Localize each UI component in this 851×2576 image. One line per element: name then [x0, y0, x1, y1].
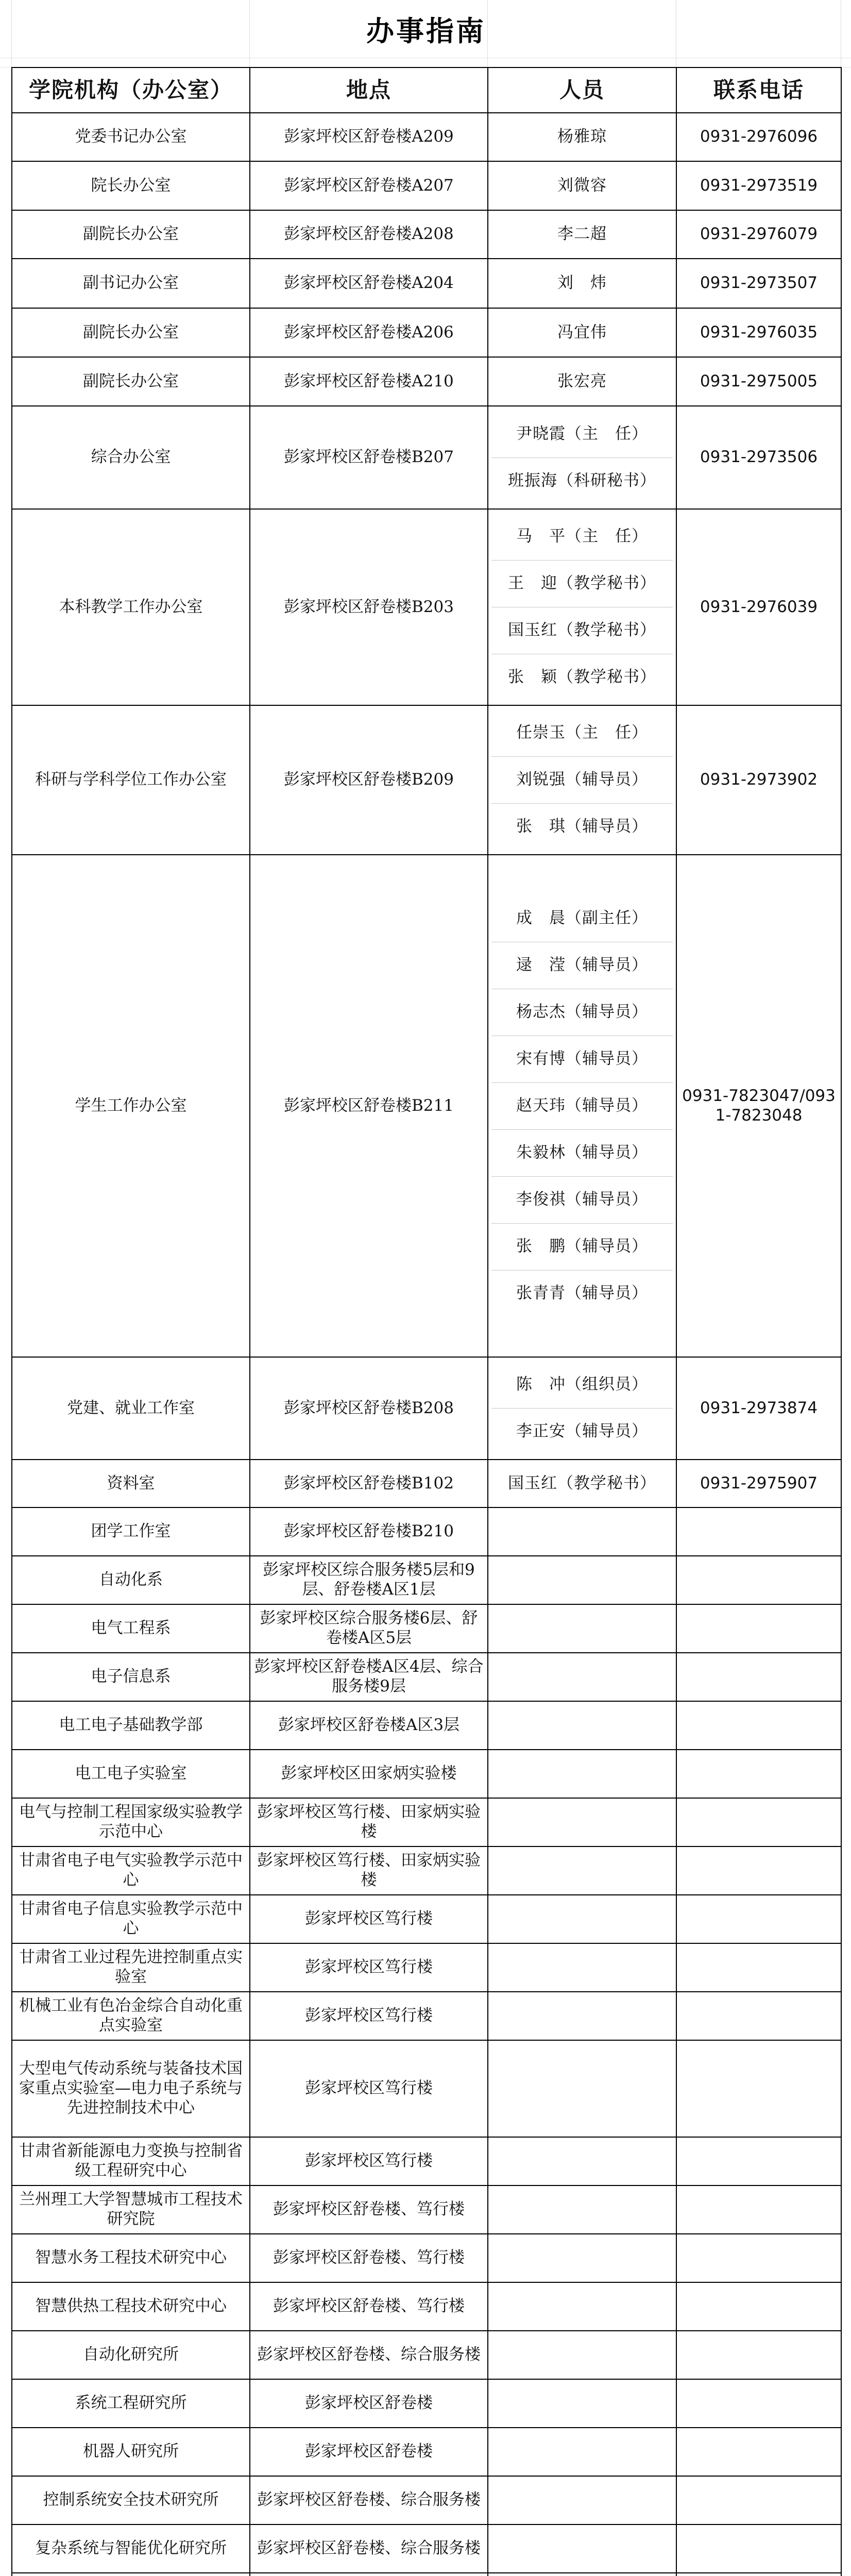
- staff-entry: 杨雅琼: [557, 127, 607, 146]
- phone-cell: 0931-2976039: [676, 509, 841, 705]
- staff-entry: 朱毅林（辅导员）: [491, 1130, 673, 1177]
- org-cell: 电气与控制工程国家级实验教学示范中心: [12, 1798, 250, 1846]
- location-cell: 彭家坪校区舒卷楼B209: [250, 705, 488, 855]
- org-cell: 团学工作室: [12, 1507, 250, 1556]
- org-cell: 自动化系: [12, 1556, 250, 1604]
- staff-cell: [488, 1943, 676, 1992]
- org-cell: 党建、就业工作室: [12, 1357, 250, 1460]
- org-cell: 智慧供热工程技术研究中心: [12, 2282, 250, 2331]
- phone-cell: 0931-2973519: [676, 161, 841, 210]
- table-row: [12, 161, 841, 210]
- location-cell: 彭家坪校区舒卷楼、笃行楼: [250, 2185, 488, 2234]
- table-row: [12, 855, 841, 1357]
- location-cell: 彭家坪校区舒卷楼A209: [250, 113, 488, 161]
- staff-cell: [488, 1701, 676, 1750]
- staff-cell: [488, 2573, 676, 2576]
- location-cell: 彭家坪校区舒卷楼B210: [250, 1507, 488, 1556]
- staff-cell: [488, 855, 676, 1357]
- org-cell: 机器人研究所: [12, 2428, 250, 2476]
- phone-cell: [676, 2379, 841, 2428]
- location-cell: 彭家坪校区田家炳实验楼: [250, 1750, 488, 1798]
- staff-cell: [488, 2234, 676, 2282]
- table-row: [12, 406, 841, 509]
- table-row: [12, 509, 841, 705]
- org-cell: 科研与学科学位工作办公室: [12, 705, 250, 855]
- location-cell: 彭家坪校区综合服务楼5层和9层、舒卷楼A区1层: [250, 1556, 488, 1604]
- staff-cell: [488, 161, 676, 210]
- directory-table: [11, 67, 842, 2576]
- org-cell: 甘肃省电子电气实验教学示范中心: [12, 1846, 250, 1895]
- phone-cell: [676, 2428, 841, 2476]
- location-cell: 彭家坪校区笃行楼: [250, 2040, 488, 2137]
- staff-cell: [488, 2524, 676, 2573]
- table-row: [12, 2282, 841, 2331]
- staff-entry: 宋有博（辅导员）: [491, 1036, 673, 1083]
- phone-cell: [676, 1846, 841, 1895]
- location-cell: 彭家坪校区笃行楼、田家炳实验楼: [250, 1846, 488, 1895]
- table-row: [12, 113, 841, 161]
- org-cell: 智慧水务工程技术研究中心: [12, 2234, 250, 2282]
- table-row: [12, 210, 841, 259]
- staff-entry: 陈 冲（组织员）: [491, 1362, 673, 1409]
- phone-cell: [676, 2282, 841, 2331]
- staff-entry: 国玉红（教学秘书）: [508, 1473, 656, 1493]
- staff-entry: 张宏亮: [557, 371, 607, 391]
- table-row: [12, 2476, 841, 2524]
- phone-cell: [676, 1798, 841, 1846]
- location-cell: 彭家坪校区舒卷楼B207: [250, 406, 488, 509]
- staff-cell: [488, 2379, 676, 2428]
- table-row: [12, 357, 841, 406]
- phone-cell: 0931-2975005: [676, 357, 841, 406]
- phone-cell: 0931-2973902: [676, 705, 841, 855]
- org-cell: 甘肃省工业过程先进控制重点实验室: [12, 1943, 250, 1992]
- location-cell: 彭家坪校区舒卷楼A207: [250, 161, 488, 210]
- staff-entry: 冯宜伟: [557, 323, 607, 342]
- location-cell: 彭家坪校区舒卷楼B203: [250, 509, 488, 705]
- location-cell: 彭家坪校区舒卷楼A区4层、综合服务楼9层: [250, 1653, 488, 1701]
- org-cell: 大型电气传动系统与装备技术国家重点实验室—电力电子系统与先进控制技术中心: [12, 2040, 250, 2137]
- phone-cell: [676, 1507, 841, 1556]
- table-row: [12, 1507, 841, 1556]
- phone-cell: [676, 1750, 841, 1798]
- staff-cell: [488, 2331, 676, 2379]
- org-cell: 控制系统安全技术研究所: [12, 2476, 250, 2524]
- column-header-staff: 人员: [488, 67, 676, 113]
- phone-cell: 0931-2975907: [676, 1460, 841, 1507]
- org-cell: 综合办公室: [12, 406, 250, 509]
- table-row: [12, 1701, 841, 1750]
- table-row: [12, 1460, 841, 1507]
- staff-entry: 张青青（辅导员）: [516, 1283, 648, 1302]
- phone-cell: [676, 1701, 841, 1750]
- column-header-location: 地点: [250, 67, 488, 113]
- phone-cell: [676, 1653, 841, 1701]
- staff-cell: [488, 1604, 676, 1653]
- location-cell: 彭家坪校区舒卷楼A区3层: [250, 1701, 488, 1750]
- table-row: [12, 2185, 841, 2234]
- location-cell: 彭家坪校区笃行楼: [250, 1895, 488, 1943]
- staff-cell: [488, 259, 676, 308]
- staff-cell: [488, 210, 676, 259]
- table-row: [12, 2331, 841, 2379]
- staff-entry: 班振海（科研秘书）: [508, 471, 656, 490]
- org-cell: 副院长办公室: [12, 210, 250, 259]
- staff-entry: 赵天玮（辅导员）: [491, 1083, 673, 1130]
- phone-cell: 0931-2973874: [676, 1357, 841, 1460]
- org-cell: 副书记办公室: [12, 259, 250, 308]
- phone-cell: 0931-2976096: [676, 113, 841, 161]
- page-title: 办事指南: [366, 14, 486, 47]
- table-row: [12, 1653, 841, 1701]
- location-cell: 彭家坪校区舒卷楼A204: [250, 259, 488, 308]
- location-cell: 彭家坪校区舒卷楼: [250, 2379, 488, 2428]
- table-row: [12, 1798, 841, 1846]
- staff-cell: [488, 1992, 676, 2040]
- location-cell: 彭家坪校区舒卷楼、笃行楼: [250, 2234, 488, 2282]
- phone-cell: [676, 1895, 841, 1943]
- org-cell: 本科教学工作办公室: [12, 509, 250, 705]
- table-row: [12, 1357, 841, 1460]
- staff-entry: 任崇玉（主 任）: [491, 710, 673, 757]
- table-row: [12, 2234, 841, 2282]
- location-cell: 彭家坪校区舒卷楼A208: [250, 210, 488, 259]
- org-cell: 电子信息系: [12, 1653, 250, 1701]
- location-cell: 彭家坪校区舒卷楼、综合服务楼: [250, 2476, 488, 2524]
- org-cell: 资料室: [12, 1460, 250, 1507]
- staff-entry: 王 迎（教学秘书）: [491, 561, 673, 607]
- org-cell: 院长办公室: [12, 161, 250, 210]
- staff-cell: [488, 2137, 676, 2185]
- org-cell: 党委书记办公室: [12, 113, 250, 161]
- org-cell: 电气工程系: [12, 1604, 250, 1653]
- staff-cell: [488, 1507, 676, 1556]
- phone-cell: [676, 1556, 841, 1604]
- staff-entry: 刘 炜: [557, 274, 607, 293]
- column-header-phone: 联系电话: [676, 67, 841, 113]
- table-row: [12, 308, 841, 357]
- staff-entry: 张 鹏（辅导员）: [491, 1224, 673, 1270]
- staff-entry: 李二超: [557, 225, 607, 244]
- staff-cell: [488, 1798, 676, 1846]
- staff-entry: 国玉红（教学秘书）: [491, 607, 673, 654]
- table-row: [12, 1846, 841, 1895]
- org-cell: 甘肃省电子信息实验教学示范中心: [12, 1895, 250, 1943]
- table-row: [12, 2524, 841, 2573]
- location-cell: 彭家坪校区笃行楼: [250, 1992, 488, 2040]
- staff-cell: [488, 1653, 676, 1701]
- phone-cell: 0931-2973506: [676, 406, 841, 509]
- staff-cell: [488, 1357, 676, 1460]
- location-cell: 彭家坪校区舒卷楼B102: [250, 1460, 488, 1507]
- staff-entry: 张 琪（辅导员）: [516, 817, 648, 836]
- org-cell: 电工电子基础教学部: [12, 1701, 250, 1750]
- staff-cell: [488, 1846, 676, 1895]
- table-row: [12, 2137, 841, 2185]
- staff-cell: [488, 705, 676, 855]
- table-row: [12, 2428, 841, 2476]
- staff-cell: [488, 1556, 676, 1604]
- phone-cell: 0931-2973507: [676, 259, 841, 308]
- staff-cell: [488, 2040, 676, 2137]
- phone-cell: 0931-2976035: [676, 308, 841, 357]
- location-cell: [250, 2573, 488, 2576]
- org-cell: 副院长办公室: [12, 308, 250, 357]
- phone-cell: 0931-2976079: [676, 210, 841, 259]
- location-cell: 彭家坪校区舒卷楼、综合服务楼: [250, 2331, 488, 2379]
- staff-entry: 逯 滢（辅导员）: [491, 942, 673, 989]
- column-header-org: 学院机构（办公室）: [12, 67, 250, 113]
- location-cell: 彭家坪校区舒卷楼A206: [250, 308, 488, 357]
- org-cell: 副院长办公室: [12, 357, 250, 406]
- phone-cell: [676, 2573, 841, 2576]
- staff-entry: 刘微容: [557, 176, 607, 195]
- staff-entry: 张 颖（教学秘书）: [508, 668, 656, 687]
- table-row: [12, 705, 841, 855]
- staff-cell: [488, 2282, 676, 2331]
- phone-cell: [676, 1604, 841, 1653]
- staff-cell: [488, 509, 676, 705]
- phone-cell: [676, 2331, 841, 2379]
- location-cell: 彭家坪校区舒卷楼: [250, 2428, 488, 2476]
- org-cell: 自动化研究所: [12, 2331, 250, 2379]
- staff-cell: [488, 2476, 676, 2524]
- location-cell: 彭家坪校区舒卷楼B208: [250, 1357, 488, 1460]
- phone-cell: [676, 2524, 841, 2573]
- table-row: [12, 1895, 841, 1943]
- table-row: [12, 2573, 841, 2576]
- location-cell: 彭家坪校区笃行楼: [250, 2137, 488, 2185]
- staff-entry: 刘锐强（辅导员）: [491, 757, 673, 804]
- staff-cell: [488, 2428, 676, 2476]
- phone-cell: [676, 2137, 841, 2185]
- staff-cell: [488, 1750, 676, 1798]
- org-cell: 电工电子实验室: [12, 1750, 250, 1798]
- table-row: [12, 259, 841, 308]
- staff-entry: 杨志杰（辅导员）: [491, 989, 673, 1036]
- staff-cell: [488, 113, 676, 161]
- org-cell: 甘肃省新能源电力变换与控制省级工程研究中心: [12, 2137, 250, 2185]
- location-cell: 彭家坪校区舒卷楼、综合服务楼: [250, 2524, 488, 2573]
- table-row: [12, 2040, 841, 2137]
- table-row: [12, 1556, 841, 1604]
- location-cell: 彭家坪校区舒卷楼A210: [250, 357, 488, 406]
- phone-cell: [676, 2040, 841, 2137]
- header-row: [12, 67, 841, 113]
- org-cell: 系统工程研究所: [12, 2379, 250, 2428]
- location-cell: 彭家坪校区笃行楼: [250, 1943, 488, 1992]
- staff-cell: [488, 1460, 676, 1507]
- phone-cell: 0931-7823047/0931-7823048: [676, 855, 841, 1357]
- org-cell: 兰州理工大学智慧城市工程技术研究院: [12, 2185, 250, 2234]
- phone-cell: [676, 1943, 841, 1992]
- staff-cell: [488, 1895, 676, 1943]
- staff-cell: [488, 308, 676, 357]
- table-row: [12, 2379, 841, 2428]
- location-cell: 彭家坪校区笃行楼、田家炳实验楼: [250, 1798, 488, 1846]
- staff-entry: 成 晨（副主任）: [491, 895, 673, 942]
- staff-entry: 李正安（辅导员）: [516, 1422, 648, 1441]
- table-row: [12, 1992, 841, 2040]
- staff-cell: [488, 357, 676, 406]
- staff-cell: [488, 2185, 676, 2234]
- location-cell: 彭家坪校区综合服务楼6层、舒卷楼A区5层: [250, 1604, 488, 1653]
- org-cell: [12, 2573, 250, 2576]
- table-row: [12, 1604, 841, 1653]
- staff-cell: [488, 406, 676, 509]
- phone-cell: [676, 1992, 841, 2040]
- org-cell: 机械工业有色冶金综合自动化重点实验室: [12, 1992, 250, 2040]
- phone-cell: [676, 2185, 841, 2234]
- location-cell: 彭家坪校区舒卷楼、笃行楼: [250, 2282, 488, 2331]
- staff-entry: 马 平（主 任）: [491, 514, 673, 561]
- staff-entry: 尹晓霞（主 任）: [491, 411, 673, 458]
- org-cell: 学生工作办公室: [12, 855, 250, 1357]
- phone-cell: [676, 2476, 841, 2524]
- table-row: [12, 1750, 841, 1798]
- org-cell: 复杂系统与智能优化研究所: [12, 2524, 250, 2573]
- location-cell: 彭家坪校区舒卷楼B211: [250, 855, 488, 1357]
- phone-cell: [676, 2234, 841, 2282]
- staff-entry: 李俊祺（辅导员）: [491, 1177, 673, 1224]
- table-row: [12, 1943, 841, 1992]
